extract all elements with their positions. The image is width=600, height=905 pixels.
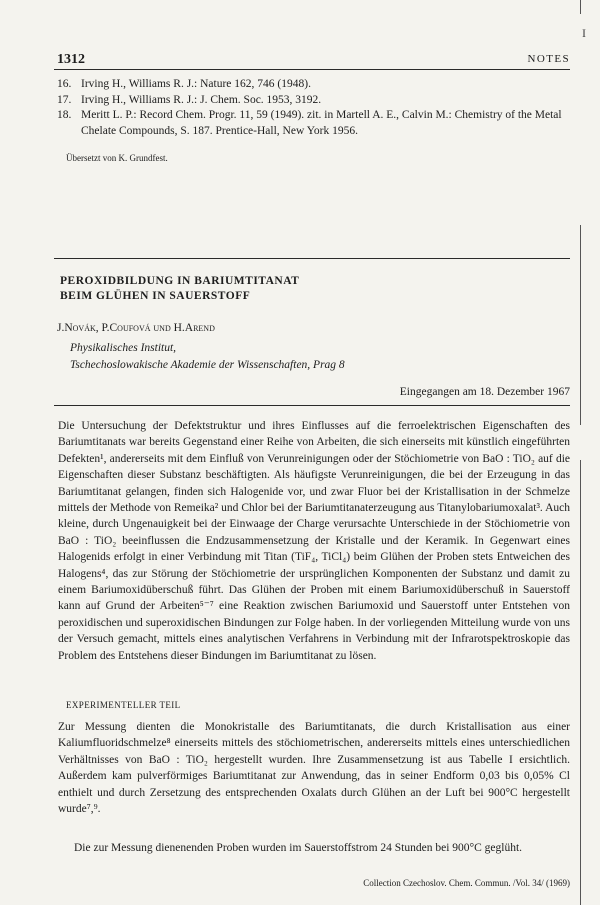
experimental-paragraph-2: Die zur Messung dienenenden Proben wurden im Sauerstoffstrom 24 Stunden bei 900°C geglüht.	[74, 842, 523, 854]
reference-item	[57, 77, 572, 93]
margin-line	[580, 460, 581, 905]
article-authors: J.Novák, P.Coufová und H.Arend	[57, 322, 215, 334]
reference-item	[57, 93, 572, 109]
translator-note: Übersetzt von K. Grundfest.	[66, 153, 168, 163]
margin-line	[580, 225, 581, 425]
reference-item	[57, 108, 572, 139]
reference-text: Irving H., Williams R. J.: Nature 162, 746 (1948).	[81, 78, 311, 90]
received-date: Eingegangen am 18. Dezember 1967	[399, 386, 570, 398]
margin-mark: I	[582, 26, 586, 40]
reference-number: 18.	[57, 109, 72, 121]
reference-number: 17.	[57, 93, 72, 106]
margin-line	[580, 0, 581, 14]
article-affiliation	[70, 340, 345, 374]
intro-paragraph: Die Untersuchung der Defektstruktur und ihres Einflusses auf die ferroelektrischen Eigenschaften des Bariumtitanats war bereits Gegenstand einer Reihe von Arbeiten, die sich einerseits mit künstlich eingeführten Defekten¹, andererseits mit dem Einfluß von Verunreinigungen oder der Stöchiometrie von BaO : TiO₂ auf die Eigenschaften dieser Substanz beschäftigten. Als häufigste Verunreinigungen, die bei der Erzeugung in das Bariumtitanat gelangen, finden sich Halogenide vor, und zwar Fluor bei der Kristallisation in der Schmelze mittels der Methode von Remeika² und Chlor bei der Bariumtitanaterzeugung aus Titanylobariumoxalat³. Auch kleine, durch Ungenauigkeit bei der Einwaage der Charge verursachte Unterschiede in der Stöchiometrie von BaO : TiO₂ beeinflussen die Endzusammensetzung der Kristalle und der Keramik. In Gegenwart eines Halogenids erfolgt in einer Verbindung mit Titan (TiF₄, TiCl₄) beim Glühen der Proben stets Entweichen des Halogens⁴, das zur Störung der Stöchiometrie der ursprünglichen Komponenten der Substanz und damit zu einem Bariumoxidüberschuß führt. Das Glühen der Proben mit einem Bariumoxidüberschuß in Sauerstoff kann auf Grund der Arbeiten⁵⁻⁷ eine Reaktion zwischen Bariumoxid und Sauerstoff unter Entstehen von peroxidischen und superoxidischen Bindungen zur Folge haben. In der vorliegenden Mitteilung wurde von uns der Versuch gemacht, mittels eines analytischen Verfahrens in Verbindung mit der Infrarotspektroskopie das Problem des Entstehens dieser Bindungen im Bariumtitanat zu lösen.	[58, 420, 570, 662]
article-title-line: BEIM GLÜHEN IN SAUERSTOFF	[60, 290, 251, 302]
section-heading: EXPERIMENTELLER TEIL	[66, 700, 181, 710]
article-separator-rule	[54, 258, 570, 259]
section-label: NOTES	[527, 53, 570, 65]
experimental-paragraph: Zur Messung dienten die Monokristalle des Bariumtitanats, die durch Kristallisation aus einer Kaliumfluoridschmelze⁸ einerseits mittels des stöchiometrischen, andererseits mittels eines unterschiedlichen Verhältnisses von BaO : TiO₂ hergestellt wurden. Ihre Zusammensetzung ist aus Tabelle I ersichtlich. Außerdem kam pulverförmiges Bariumtitanat zur Anwendung, das in seiner Endform 0,03 bis 0,05% Cl enthielt und durch Zersetzung des entsprechenden Oxalats durch Glühen an der Luft bei 900°C hergestellt wurde⁷,⁹.	[58, 721, 570, 816]
journal-footer: Collection Czechoslov. Chem. Commun. /Vol. 34/ (1969)	[363, 878, 570, 888]
affiliation-line: Tschechoslowakische Akademie der Wissenschaften, Prag 8	[70, 359, 345, 371]
page-number: 1312	[57, 52, 85, 67]
received-rule	[54, 405, 570, 406]
affiliation-line: Physikalisches Institut,	[70, 342, 177, 354]
reference-text: Meritt L. P.: Record Chem. Progr. 11, 59 (1949). zit. in Martell A. E., Calvin M.: Chemistry of the Metal Chelate Compounds, S. 187. Prentice-Hall, New York 1956.	[81, 109, 562, 137]
reference-text: Irving H., Williams R. J.: J. Chem. Soc. 1953, 3192.	[81, 93, 322, 106]
reference-number: 16.	[57, 78, 72, 90]
article-title-line: PEROXIDBILDUNG IN BARIUMTITANAT	[60, 275, 300, 287]
article-title	[60, 274, 299, 304]
header-rule	[54, 69, 570, 70]
reference-list	[57, 77, 572, 139]
